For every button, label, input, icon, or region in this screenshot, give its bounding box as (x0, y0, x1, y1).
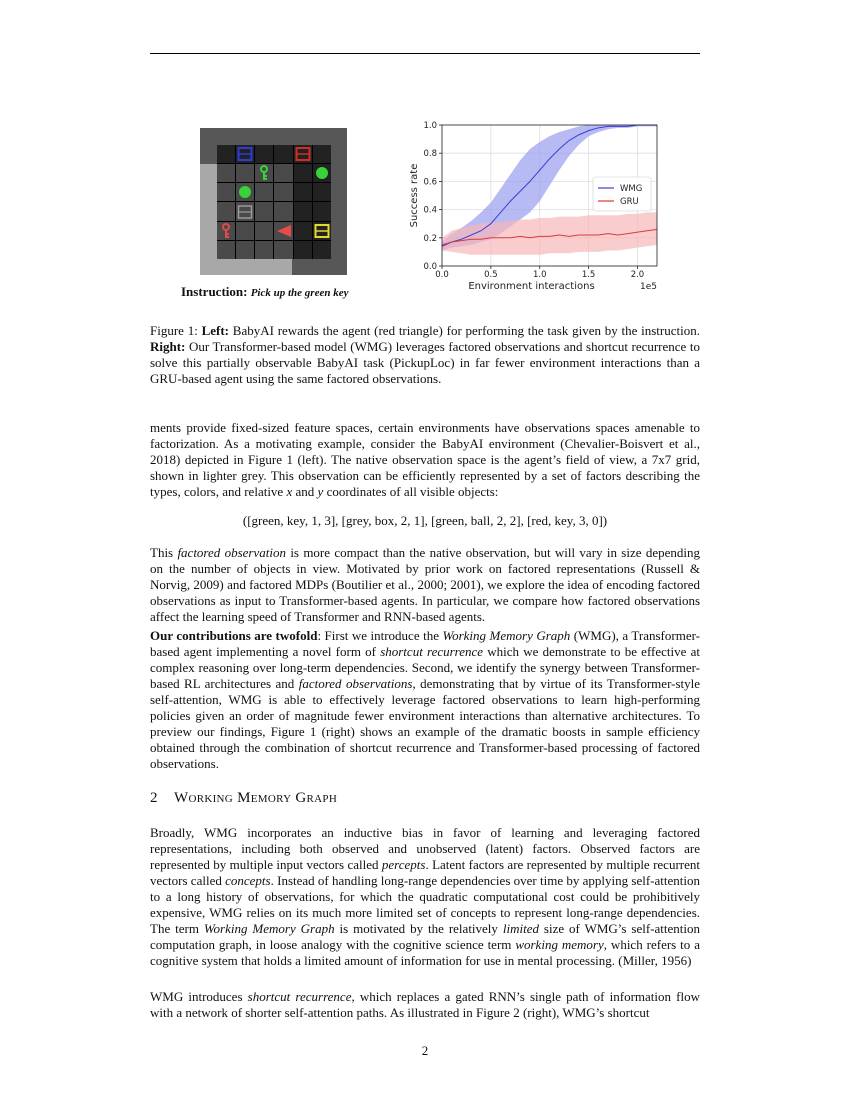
instruction-value: Pick up the green key (250, 287, 349, 299)
figure-caption (150, 323, 700, 387)
paragraph-factorization (150, 420, 700, 500)
p4-text-d: is motivated by the relatively (334, 921, 503, 936)
paragraph-factored-observation (150, 545, 700, 625)
p5-text-a: WMG introduces (150, 989, 248, 1004)
p2-emphasis: factored observation (177, 545, 286, 560)
p3-text-d: , demonstrating that by virtue of its Transformer-style self-attention, WMG is able to effectively leverage factored observations to learn high-performing policies given an order of magnitude fewer environment interactions than alternative architectures. To preview our findings, Figure 1 (right) shows an example of the dramatic boosts in sample efficiency obtained through the combination of shortcut recurrence and Transformer-based processing of factored observations. (150, 676, 701, 771)
p2-text-a: This (150, 545, 178, 560)
p4-em5: working memory (515, 937, 604, 952)
p4-text-e: size of WMG’s self-attention computation graph, in loose analogy with the cognitive science term (150, 921, 700, 952)
x-offset-label: 1e5 (640, 282, 657, 292)
p3-em2: shortcut recurrence (380, 644, 484, 659)
p4-text-a: Broadly, WMG incorporates an inductive bias in favor of learning and leveraging factored representations, including both observed and unobserved (latent) factors. Observed factors are represented by multiple input vectors called (150, 825, 700, 872)
p1-var-x: x (286, 484, 293, 499)
p3-text-a: : First we introduce the (317, 628, 443, 643)
p1-text-a: ments provide fixed-sized feature spaces, certain environments have observations spaces amenable to factorization. As a motivating example, consider the BabyAI environment (Chevalier-Boisvert et al., 2018) depicted in Figure 1 (left). The native observation space is the agent’s field of view, a 7x7 grid, shown in lighter grey. This observation can be efficiently represented by a set of factors describing the types, colors, and relative (150, 420, 700, 499)
blue-box-icon (238, 147, 253, 161)
legend-label-wmg: WMG (620, 184, 643, 194)
caption-right-text: Our Transformer-based model (WMG) leverages factored observations and shortcut recurrence to solve this partially observable BabyAI task (PickupLoc) in far fewer environment interactions than a GRU-based agent using the same factored observations. (150, 339, 700, 386)
p1-and: and (292, 484, 318, 499)
y-tick-label: 0.8 (423, 149, 437, 160)
y-tick-label: 1.0 (423, 121, 437, 131)
p4-text-c: . Instead of handling long-range dependencies over time by applying self-attention to a long history of observations, for which the quadratic computational cost could be prohibitively expensive, WMG relies on its much more limited set of concepts to represent long-range dependencies. The term (150, 873, 700, 936)
grid-cells (217, 145, 331, 259)
x-tick-label: 1.0 (532, 270, 547, 280)
green-ball-icon (238, 185, 252, 199)
p5-emphasis: shortcut recurrence (247, 989, 352, 1004)
p4-em2: concepts (225, 873, 271, 888)
green-key-icon (259, 165, 269, 181)
y-axis-label: Success rate (409, 163, 420, 228)
caption-left-label: Left: (201, 323, 230, 338)
red-key-icon (221, 223, 231, 239)
p2-text-b: is more compact than the native observation, but will vary in size depending on the number of objects in view. Motivated by prior work on factored representations (Russell & Norvig, 2009) and factored MDPs (Boutilier et al., 2000; 2001), we explore the idea of encoding factored observations as input to Transformer-based agents. In particular, we compare how factored observations affect the learning speed of Transformer and RNN-based agents. (150, 545, 700, 624)
agent-triangle-icon (276, 224, 292, 238)
p3-em1: Working Memory Graph (442, 628, 571, 643)
header-rule (150, 53, 700, 54)
legend-label-gru: GRU (620, 197, 639, 207)
babyai-grid-figure (200, 128, 347, 275)
x-tick-label: 2.0 (630, 270, 645, 280)
p3-em3: factored observations (298, 676, 413, 691)
x-tick-label: 0.0 (435, 270, 449, 280)
y-tick-label: 0.6 (423, 177, 437, 188)
x-tick-label: 1.5 (581, 270, 596, 280)
p1-var-y: y (317, 484, 324, 499)
instruction-label: Instruction: (181, 284, 248, 299)
y-tick-label: 0.2 (423, 233, 437, 244)
p5-text-b: , which replaces a gated RNN’s single path of information flow with a network of shorter self-attention paths. As illustrated in Figure 2 (right), WMG’s shortcut (150, 989, 700, 1020)
p4-em3: Working Memory Graph (203, 921, 335, 936)
y-tick-label: 0.0 (423, 262, 437, 272)
p4-text-b: . Latent factors are represented by multiple recurrent vectors called (150, 857, 700, 888)
caption-right-label: Right: (150, 339, 186, 354)
x-tick-label: 0.5 (484, 270, 498, 280)
p3-text-b: (WMG), a Transformer-based agent implementing a novel form of (150, 628, 700, 659)
yellow-box-icon (314, 224, 329, 238)
p1-text-b: coordinates of all visible objects: (323, 484, 499, 499)
section-number: 2 (150, 790, 158, 806)
p4-em4: limited (502, 921, 539, 936)
grey-box-icon (238, 205, 253, 219)
success-rate-chart (405, 115, 675, 295)
p4-text-f: , which refers to a cognitive system that holds a limited amount of information for use in mental processing. (Miller, 1956) (150, 937, 700, 968)
section-title: Working Memory Graph (174, 790, 338, 806)
p3-text-c: which we demonstrate to be effective at complex reasoning over long-term dependencies. Second, we identify the synergy between Transformer-based RL architectures and (150, 644, 700, 691)
caption-left-text: BabyAI rewards the agent (red triangle) for performing the task given by the instruction. (229, 323, 700, 338)
paragraph-shortcut-recurrence (150, 989, 700, 1021)
p4-em1: percepts (381, 857, 426, 872)
instruction-text (181, 284, 348, 300)
section-heading (150, 790, 337, 807)
page-number: 2 (421, 1043, 429, 1058)
paragraph-contributions (150, 628, 700, 772)
p3-bold: Our contributions are twofold (150, 628, 318, 643)
caption-prefix: Figure 1: (150, 323, 202, 338)
red-box-icon (295, 147, 310, 161)
factored-observation-equation: ([green, key, 1, 3], [grey, box, 2, 1], [green, ball, 2, 2], [red, key, 3, 0]) (242, 513, 608, 528)
paragraph-wmg-overview (150, 825, 700, 969)
y-tick-label: 0.4 (423, 205, 437, 216)
green-ball-icon (315, 166, 329, 180)
x-axis-label: Environment interactions (468, 281, 595, 292)
